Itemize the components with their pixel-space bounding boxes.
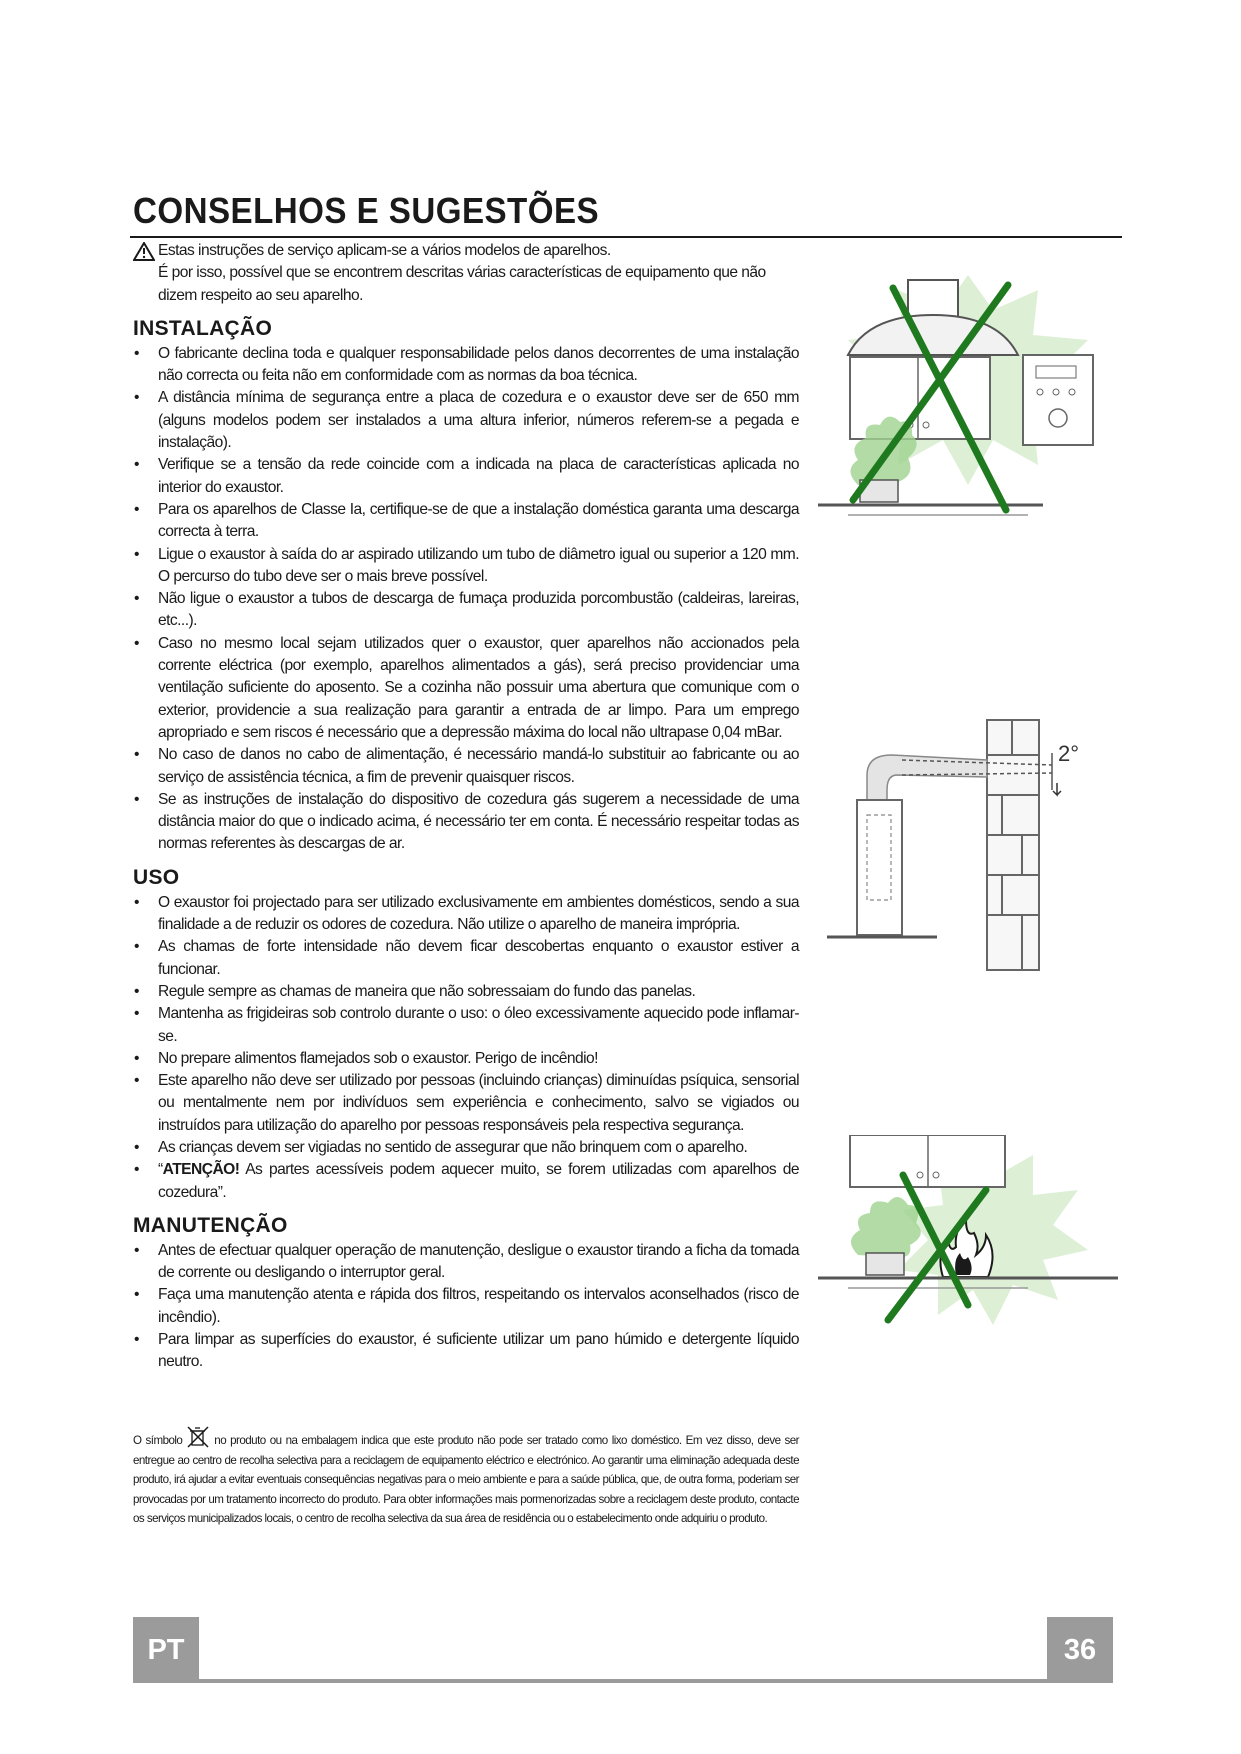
intro-line-1: Estas instruções de serviço aplicam-se a vários modelos de aparelhos. (158, 242, 611, 259)
list-item: • Faça uma manutenção atenta e rápida dos filtros, respeitando os intervalos aconselhados (risco de incêndio). (133, 1284, 799, 1329)
page-title: CONSELHOS E SUGESTÕES (133, 190, 600, 231)
duct-elbow (867, 755, 987, 800)
installation-list (133, 343, 799, 856)
main-content (133, 240, 799, 1374)
list-item: • Se as instruções de instalação do dispositivo de cozedura gás sugerem a necessidade de uma distância maior do que o indicado acima, é necessário ter em conta. É necessário respeitar todas as normas referentes às descargas de ar. (133, 789, 799, 856)
list-item: • Caso no mesmo local sejam utilizados quer o exaustor, quer aparelhos não accionados pela corrente eléctrica (por exemplo, aparelhos alimentados a gás), será preciso providenciar uma ventilação suficiente do aposento. Se a cozinha não possuir uma abertura que comunique com o exterior, providencie a sua realização para garantir a entrada de ar limpo. Para um emprego apropriado e sem riscos é necessário que a depressão máxima do local não ultrapase 0,04 mBar. (133, 633, 799, 744)
oven-panel (1023, 355, 1093, 445)
weee-after: no produto ou na embalagem indica que este produto não pode ser tratado como lixo doméstico. Em vez disso, deve ser entregue ao centro de recolha selectiva para a reciclagem de equipamento eléctrico e electrónico. Ao garantir uma eliminação adequada deste produto, irá ajudar a evitar eventuais consequências negativas para o meio ambiente e para a saúde pública, que, de outra forma, poderiam ser provocadas por um tratamento incorrecto do produto. Para obter informações mais pormenorizadas sobre a reciclagem deste produto, contacte os serviços municipalizados locais, o centro de recolha selectiva da sua área de residência ou o estabelecimento onde adquiriu o produto. (133, 1434, 799, 1525)
maintenance-list (133, 1240, 799, 1374)
language-tab: PT (133, 1617, 199, 1683)
attention-item (133, 1159, 799, 1204)
usage-list (133, 892, 799, 1204)
list-item: • No caso de danos no cabo de alimentação, é necessário mandá-lo substituir ao fabricante ou ao serviço de assistência técnica, a fim de prevenir quaisquer riscos. (133, 744, 799, 789)
warning-triangle-icon (133, 242, 155, 261)
intro-note (133, 240, 799, 307)
list-item: • Ligue o exaustor à saída do ar aspirado utilizando um tubo de diâmetro igual ou superior a 120 mm. O percurso do tubo deve ser o mais breve possível. (133, 544, 799, 589)
weee-before: O símbolo (133, 1434, 183, 1447)
chimney-column (857, 800, 902, 935)
installation-heading: INSTALAÇÃO (133, 316, 273, 340)
figure-flames-under-hood (808, 1135, 1128, 1335)
title-rule (130, 236, 1122, 238)
list-item: • As crianças devem ser vigiadas no sentido de assegurar que não brinquem com o aparelho. (133, 1137, 799, 1159)
crossed-bin-icon (185, 1426, 211, 1448)
list-item: • As chamas de forte intensidade não devem ficar descobertas enquanto o exaustor estiver a funcionar. (133, 936, 799, 981)
usage-heading: USO (133, 865, 180, 889)
list-item: • A distância mínima de segurança entre a placa de cozedura e o exaustor deve ser de 650 mm (alguns modelos podem ser instalados a uma altura inferior, números referem-se a pegada e instalação). (133, 387, 799, 454)
list-item: • Antes de efectuar qualquer operação de manutenção, desligue o exaustor tirando a ficha da tomada de corrente ou desligando o interruptor geral. (133, 1240, 799, 1285)
page-number: 36 (1047, 1617, 1113, 1683)
pot (866, 1253, 904, 1275)
figure-hood-over-cooker (808, 270, 1128, 540)
steam (851, 1197, 921, 1258)
attention-label: ATENÇÃO! (162, 1161, 240, 1179)
list-item: • Para limpar as superfícies do exaustor, é suficiente utilizar um pano húmido e detergente líquido neutro. (133, 1329, 799, 1374)
brick-wall (987, 720, 1039, 970)
attention-text: As partes acessíveis podem aquecer muito, se forem utilizadas com aparelhos de cozedura”. (158, 1161, 799, 1201)
list-item: • O fabricante declina toda e qualquer responsabilidade pelos danos decorrentes de uma instalação não correcta ou feita não em conformidade com as normas da boa técnica. (133, 343, 799, 388)
list-item: • Não ligue o exaustor a tubos de descarga de fumaça produzida porcombustão (caldeiras, lareiras, etc...). (133, 588, 799, 633)
figure-duct-angle (812, 715, 1112, 975)
list-item: • No prepare alimentos flamejados sob o exaustor. Perigo de incêndio! (133, 1048, 799, 1070)
list-item: • O exaustor foi projectado para ser utilizado exclusivamente em ambientes domésticos, sendo a sua finalidade a de reduzir os odores de cozedura. Não utilize o aparelho de maneira imprópria. (133, 892, 799, 937)
weee-notice (133, 1426, 799, 1529)
footer-rule (199, 1679, 1047, 1683)
intro-line-2: É por isso, possível que se encontrem descritas várias características de equipamento que não dizem respeito ao seu aparelho. (158, 264, 766, 304)
list-item: • Mantenha as frigideiras sob controlo durante o uso: o óleo excessivamente aquecido pode inflamar-se. (133, 1003, 799, 1048)
list-item: • Regule sempre as chamas de maneira que não sobressaiam do fundo das panelas. (133, 981, 799, 1003)
list-item: • Este aparelho não deve ser utilizado por pessoas (incluindo crianças) diminuídas psíquica, sensorial ou mentalmente nem por indivíduos sem experiência e conhecimento, salvo se vigiados ou instruídos para utilização do aparelho por pessoas responsáveis pela respectiva segurança. (133, 1070, 799, 1137)
attention-quote: “ (158, 1161, 163, 1179)
angle-label: 2° (1058, 741, 1080, 766)
list-item: • Para os aparelhos de Classe Ia, certifique-se de que a instalação doméstica garanta uma descarga correcta à terra. (133, 499, 799, 544)
maintenance-heading: MANUTENÇÃO (133, 1213, 288, 1237)
list-item: • Verifique se a tensão da rede coincide com a indicada na placa de características aplicada no interior do exaustor. (133, 454, 799, 499)
